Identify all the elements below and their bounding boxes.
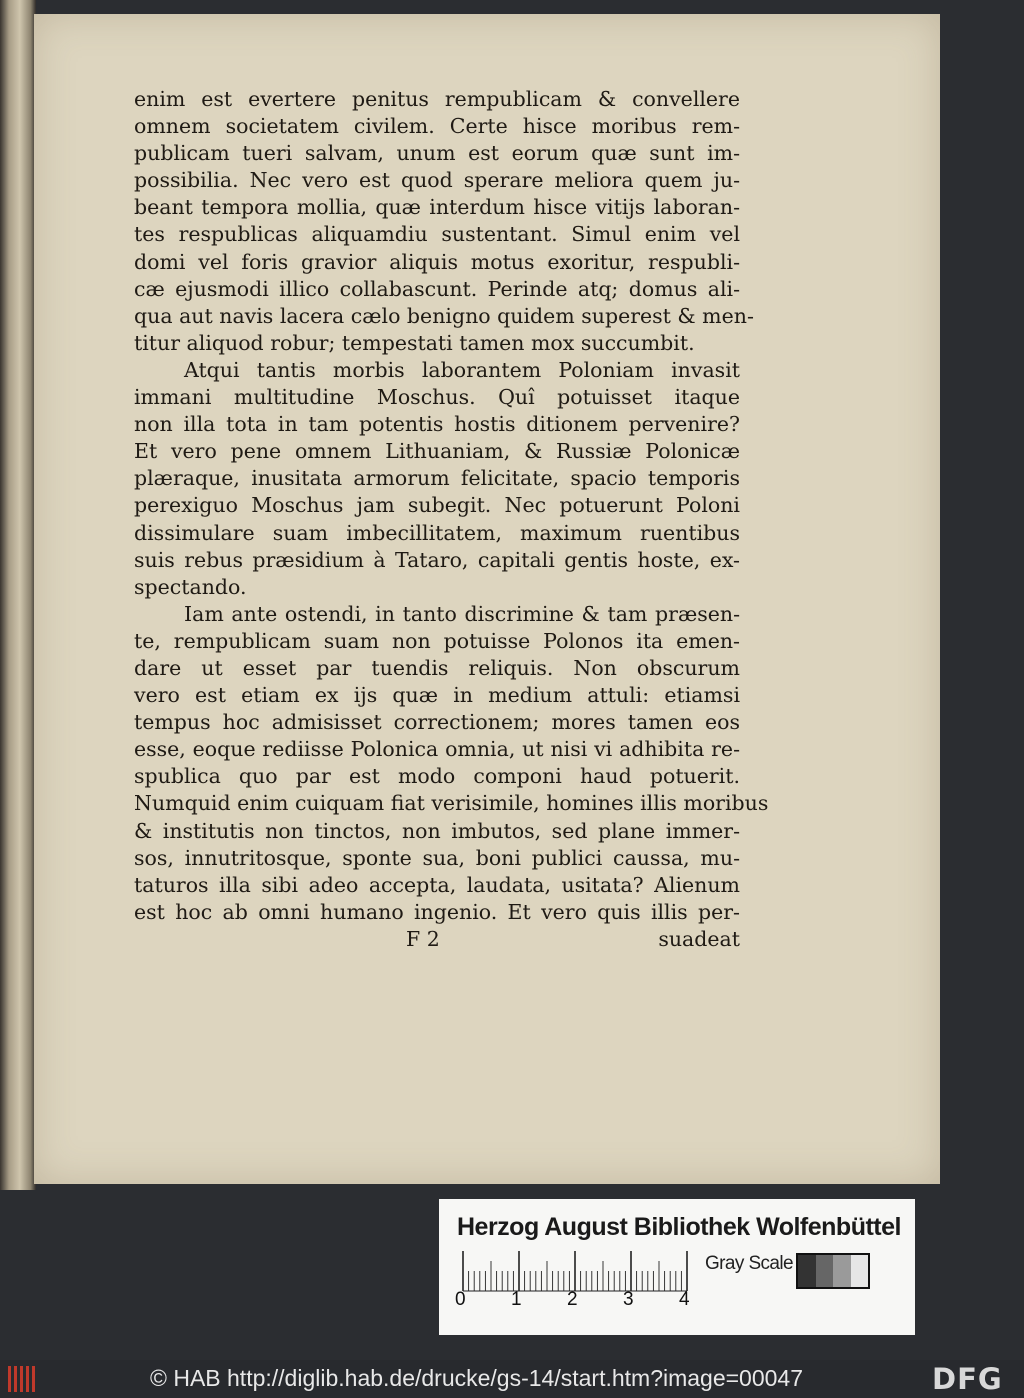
text-line: omnem societatem civilem. Certe hisce moribus rem-	[134, 114, 740, 139]
text-line: taturos illa sibi adeo accepta, laudata, usitata? Alienum	[134, 872, 740, 897]
text-line: sos, innutritosque, sponte sua, boni publici caussa, mu-	[134, 845, 740, 870]
text-line: cæ ejusmodi illico collabascunt. Perinde atq; domus ali-	[134, 276, 740, 301]
page-text	[134, 86, 769, 953]
ruler-number: 2	[567, 1289, 578, 1310]
ruler-number: 4	[679, 1289, 690, 1310]
ruler-number: 3	[623, 1289, 634, 1310]
color-reference-card	[439, 1199, 915, 1335]
dfg-logo: DFG	[932, 1362, 1003, 1396]
text-line: publicam tueri salvam, unum est eorum quæ sunt im-	[134, 141, 740, 166]
text-line: domi vel foris gravior aliquis motus exoritur, respubli-	[134, 249, 740, 274]
gray-swatch-cell	[851, 1255, 869, 1287]
text-line: Atqui tantis morbis laborantem Poloniam invasit	[184, 357, 740, 382]
text-line: dare ut esset par tuendis reliquis. Non obscurum	[134, 655, 740, 680]
text-line: beant tempora mollia, quæ interdum hisce vitijs laboran-	[134, 195, 740, 220]
text-line: & institutis non tinctos, non imbutos, sed plane immer-	[134, 818, 740, 843]
text-line: perexiguo Moschus jam subegit. Nec potuerunt Poloni	[134, 493, 740, 518]
signature-mark: F 2	[406, 926, 440, 951]
text-line: suis rebus præsidium à Tataro, capitali gentis hoste, ex-	[134, 547, 740, 572]
ruler-numbers	[455, 1289, 715, 1313]
gray-swatch-cell	[798, 1255, 816, 1287]
hab-logo-icon	[6, 1364, 40, 1394]
text-line: spublica quo par est modo componi haud potuerit.	[134, 764, 740, 789]
gray-scale-label: Gray Scale	[705, 1253, 793, 1274]
text-line: Numquid enim cuiquam fiat verisimile, homines illis moribus	[134, 791, 769, 816]
text-line: est hoc ab omni humano ingenio. Et vero quis illis per-	[134, 899, 740, 924]
ruler-number: 1	[511, 1289, 522, 1310]
text-line: Iam ante ostendi, in tanto discrimine & tam præsen-	[184, 601, 740, 626]
text-line: Et vero pene omnem Lithuaniam, & Russiæ Polonicæ	[134, 439, 740, 464]
catchword: suadeat	[658, 926, 740, 951]
text-line: te, rempublicam suam non potuisse Polonos ita emen-	[134, 628, 740, 653]
gray-swatch-cell	[816, 1255, 834, 1287]
text-line: possibilia. Nec vero est quod sperare meliora quem ju-	[134, 168, 740, 193]
text-line: immani multitudine Moschus. Quî potuisset itaque	[134, 385, 740, 410]
text-line: tes respublicas aliquamdiu sustentant. Simul enim vel	[134, 222, 740, 247]
text-line: non illa tota in tam potentis hostis ditionem pervenire?	[134, 412, 740, 437]
text-line: esse, eoque rediisse Polonica omnia, ut nisi vi adhibita re-	[134, 737, 740, 762]
text-line: tempus hoc admisisset correctionem; mores tamen eos	[134, 710, 740, 735]
text-line: enim est evertere penitus rempublicam & convellere	[134, 87, 740, 111]
text-line: dissimulare suam imbecillitatem, maximum ruentibus	[134, 520, 740, 545]
library-name: Herzog August Bibliothek Wolfenbüttel	[457, 1213, 901, 1241]
book-page	[34, 14, 940, 1184]
ruler-number: 0	[455, 1289, 466, 1310]
ruler-scale	[461, 1251, 695, 1293]
text-line: qua aut navis lacera cælo benigno quidem superest & men-	[134, 303, 754, 328]
text-line: vero est etiam ex ijs quæ in medium attuli: etiamsi	[134, 683, 740, 708]
text-line: spectando.	[134, 574, 247, 599]
adjacent-page-edge	[0, 0, 36, 1190]
page-footer-line	[134, 926, 740, 953]
text-line: titur aliquod robur; tempestati tamen mox succumbit.	[134, 330, 695, 355]
gray-scale-swatch	[796, 1253, 870, 1289]
footer-bar	[0, 1360, 1024, 1398]
copyright-link[interactable]: © HAB http://diglib.hab.de/drucke/gs-14/start.htm?image=00047	[150, 1365, 804, 1391]
gray-swatch-cell	[833, 1255, 851, 1287]
text-line: plæraque, inusitata armorum felicitate, spacio temporis	[134, 466, 740, 491]
